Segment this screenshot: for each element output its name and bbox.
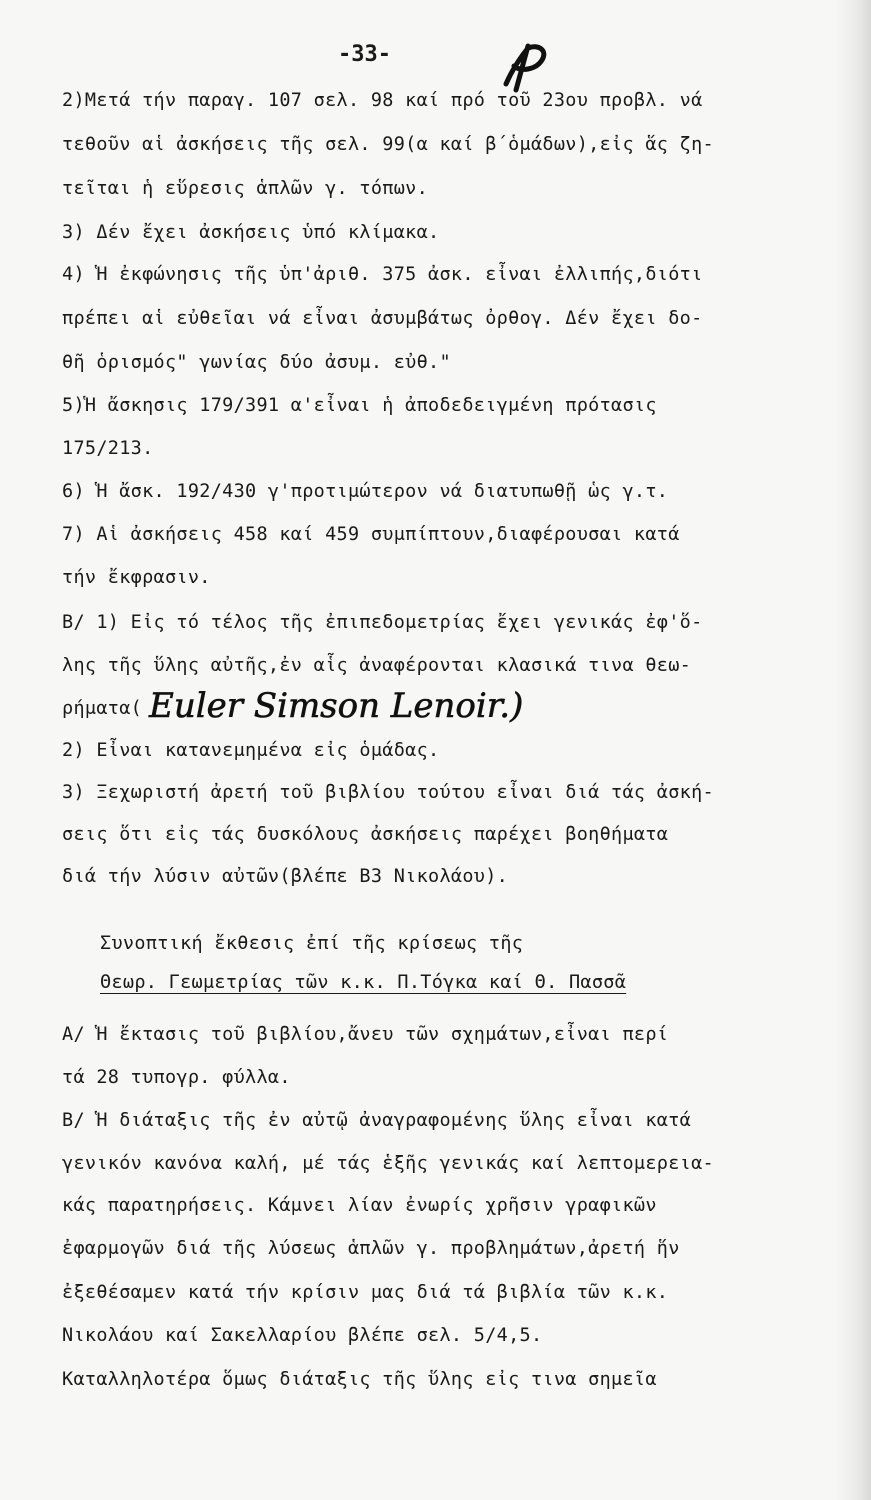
text-line: 3) Ξεχωριστή ἀρετή τοῦ βιβλίου τούτου εἶναι διά τάς ἀσκή- [62, 782, 714, 803]
text-line: 4) Ἡ ἐκφώνησις τῆς ὑπ'ἀριθ. 375 ἀσκ. εἶναι ἐλλιπής,διότι [62, 264, 703, 285]
handwritten-note-text: Euler Simson Lenoir.) [149, 686, 524, 726]
page-number: -33- [338, 42, 391, 67]
text-line: τεῖται ἡ εὕρεσις ἁπλῶν γ. τόπων. [62, 178, 429, 199]
text-line: Νικολάου καί Σακελλαρίου βλέπε σελ. 5/4,5. [62, 1325, 543, 1346]
section-subheading: Θεωρ. Γεωμετρίας τῶν κ.κ. Π.Τόγκα καί Θ. Πασσᾶ [100, 972, 627, 993]
text-line: Καταλληλοτέρα ὅμως διάταξις τῆς ὕλης εἰς τινα σημεῖα [62, 1369, 657, 1390]
text-line: 3) Δέν ἔχει ἀσκήσεις ὑπό κλίμακα. [62, 222, 440, 243]
text-line: κάς παρατηρήσεις. Κάμνει λίαν ἐνωρίς χρῆσιν γραφικῶν [62, 1195, 657, 1216]
text-line: 7) Αἱ ἀσκήσεις 458 καί 459 συμπίπτουν,διαφέρουσαι κατά [62, 524, 680, 545]
text-line: τεθοῦν αἱ ἀσκήσεις τῆς σελ. 99(α καί β΄ὁμάδων),εἰς ἅς ζη- [62, 134, 714, 155]
text-line: γενικόν κανόνα καλή, μέ τάς ἑξῆς γενικάς καί λεπτομερεια- [62, 1153, 714, 1174]
text-line: ἐξεθέσαμεν κατά τήν κρίσιν μας διά τά βιβλία τῶν κ.κ. [62, 1282, 669, 1303]
text-line: διά τήν λύσιν αὐτῶν(βλέπε Β3 Νικολάου). [62, 866, 509, 887]
text-line: 5)Ἡ ἄσκησις 179/391 α'εἶναι ἡ ἀποδεδειγμένη πρότασις [62, 395, 657, 416]
text-line: Β/ 1) Εἰς τό τέλος τῆς ἐπιπεδομετρίας ἔχει γενικάς ἐφ'ὅ- [62, 612, 703, 633]
text-line: ἐφαρμογῶν διά τῆς λύσεως ἁπλῶν γ. προβλημάτων,ἀρετή ἥν [62, 1238, 680, 1259]
text-line: Β/ Ἡ διάταξις τῆς ἐν αὐτῷ ἀναγραφομένης ὕλης εἶναι κατά [62, 1110, 692, 1131]
section-heading: Συνοπτική ἔκθεσις ἐπί τῆς κρίσεως τῆς [100, 933, 524, 954]
text-line: λης τῆς ὕλης αὐτῆς,ἐν αἷς ἀναφέρονται κλασικά τινα θεω- [62, 655, 692, 676]
text-line: 2) Εἶναι κατανεμημένα εἰς ὁμάδας. [62, 740, 440, 761]
text-line: 175/213. [62, 438, 154, 459]
text-line: σεις ὅτι εἰς τάς δυσκόλους ἀσκήσεις παρέχει βοηθήματα [62, 824, 669, 845]
text-line: τά 28 τυπογρ. φύλλα. [62, 1067, 291, 1088]
text-line: Α/ Ἡ ἔκτασις τοῦ βιβλίου,ἄνευ τῶν σχημάτων,εἶναι περί [62, 1024, 669, 1045]
text-line: 2)Μετά τήν παραγ. 107 σελ. 98 καί πρό τοῦ 23ου προβλ. νά [62, 90, 703, 111]
text-line: πρέπει αἱ εὐθεῖαι νά εἶναι ἀσυμβάτως ὀρθογ. Δέν ἔχει δο- [62, 308, 703, 329]
handwritten-mark-icon [498, 40, 554, 94]
page-edge-shadow [835, 0, 871, 1500]
text-line: τήν ἔκφρασιν. [62, 567, 211, 588]
text-line: 6) Ἡ ἄσκ. 192/430 γ'προτιμώτερον νά διατυπωθῇ ὡς γ.τ. [62, 481, 669, 502]
handwritten-signature-note [145, 683, 615, 733]
text-line: ρήματα( [62, 698, 143, 719]
text-line: θῆ ὁρισμός" γωνίας δύο ἀσυμ. εὐθ." [62, 352, 451, 373]
